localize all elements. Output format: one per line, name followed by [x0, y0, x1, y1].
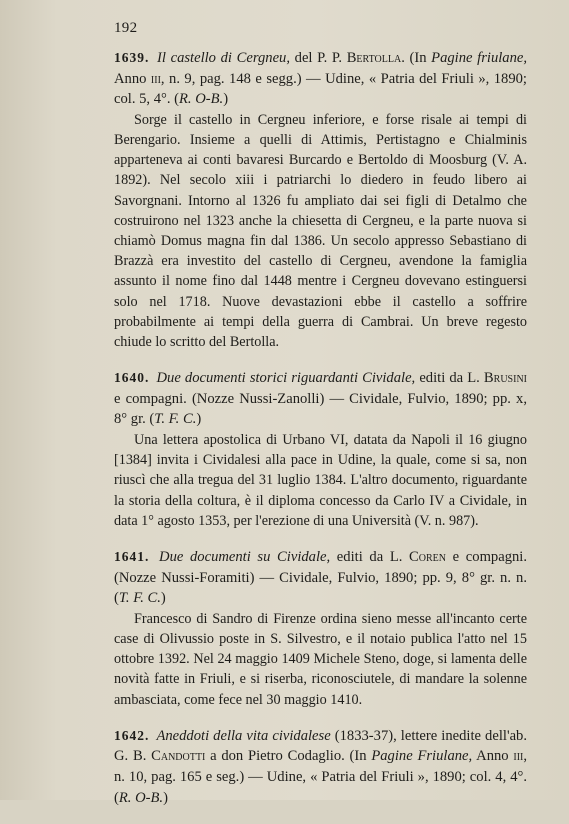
entry-title: Il castello di Cergneu, — [157, 50, 290, 66]
entry-ref-text: editi da L. — [415, 370, 484, 387]
entry-ref-text: . (In — [401, 50, 432, 66]
entry-number: 1642. — [114, 727, 150, 743]
entry-volume: iii — [513, 748, 524, 765]
entry-author: Bertolla — [346, 50, 402, 66]
entry-journal: Pagine Friulane, — [371, 748, 473, 765]
entry-ref-text: , n. 10, pag. 165 e seg.) — Udine, « Patria del Friuli », 1890; col. 4, 4°. ( — [114, 748, 528, 806]
entry-ref-text: ) — [196, 411, 202, 428]
entry-abstract: Una lettera apostolica di Urbano VI, datata da Napoli il 16 giugno [1384] invita i Cividalesi alla pace in Udine, la quale, come si sa, non riuscì che alla tregua del 31 luglio 1384. L'altro documento, riguardante la storia della coltura, è il diploma concesso da Carlo IV a Cividale, in data 1° agosto 1353, per l'erezione di una Università (V. n. 987). — [114, 432, 527, 529]
entry-ref-text: Anno — [472, 748, 514, 765]
entry-ref-text: , n. 9, pag. 148 e segg.) — Udine, « Patria del Friuli », 1890; col. 5, 4°. ( — [114, 70, 527, 108]
entry-title: Due documenti su Cividale, — [159, 549, 331, 566]
bibliography-entries — [114, 48, 527, 824]
entry-author: Brusini — [483, 370, 527, 387]
bibliography-entry — [114, 48, 527, 352]
entry-number: 1639. — [114, 50, 150, 65]
entry-ref-text: a don Pietro Codaglio. (In — [205, 748, 372, 765]
bibliography-entry — [114, 368, 527, 531]
entry-collection: T. F. C. — [118, 590, 161, 607]
entry-ref-text: ) — [223, 91, 229, 108]
entry-author: Coren — [409, 549, 447, 566]
entry-ref-text: ) — [163, 789, 168, 806]
entry-ref-text: del P. P. — [290, 50, 347, 66]
entry-abstract: Sorge il castello in Cergneu inferiore, e forse risale ai tempi di Berengario. Insieme a quelli di Attimis, Pertistagno e Chialminis apparteneva ai conti bavaresi Burcardo e Bertoldo di Moosburg (V. A. 1892). Nel secolo xiii i patriarchi lo diedero in feudo libero ai Savorgnani. Intorno al 1326 fu ampliato dai sei figli di Detalmo che costruirono nel 1323 anche la chiesetta di Cergneu, e la parte nuova si chiamò Domus magna fin dal 1386. Un secolo appresso Sebastiano di Brazzà era investito del castello di Cergneu, avendone la famiglia assunto il nome fino dal 1448 mentre i Cergneu dovevano estinguersi solo nel 1718. Nuove devastazioni ebbe il castello a soffrire probabilmente ai tempi della guerra di Cambrai. Un breve regesto chiude lo scritto del Bertolla. — [114, 111, 527, 351]
entry-author: Candotti — [151, 748, 206, 765]
entry-volume: iii — [150, 70, 161, 87]
entry-reference — [114, 547, 527, 609]
entry-reference — [114, 48, 527, 110]
entry-abstract: Francesco di Sandro di Firenze ordina sieno messe all'incanto certe case di Olivussio poste in S. Silvestro, e il notaio publica l'atto nel 15 ottobre 1392. Nel 24 maggio 1409 Michele Steno, doge, si lamenta delle novità fatte in Friuli, e si riserba, riconosciutele, di mandare la solenne ambasciata, come fece nel 30 maggio 1410. — [114, 610, 527, 708]
entry-ref-text: ) — [160, 590, 166, 607]
entry-ref-text: Anno — [114, 70, 151, 87]
entry-title: Due documenti storici riguardanti Cividale, — [156, 370, 416, 387]
entry-collection: R. O-B. — [179, 91, 224, 108]
entry-title: Aneddoti della vita cividalese — [156, 727, 331, 744]
entry-reference — [114, 726, 527, 808]
entry-collection: R. O-B. — [118, 789, 164, 806]
entry-journal: Pagine friulane, — [431, 50, 528, 66]
entry-ref-text: editi da L. — [330, 549, 410, 566]
entry-number: 1641. — [114, 549, 150, 565]
entry-number: 1640. — [114, 370, 150, 386]
page-number: 192 — [114, 20, 138, 36]
entry-reference — [114, 368, 527, 430]
entry-ref-text: e compagni. (Nozze Nussi-Zanolli) — Cividale, Fulvio, 1890; pp. x, 8° gr. ( — [114, 390, 527, 428]
entry-ref-text: e compagni. (Nozze Nussi-Foramiti) — Cividale, Fulvio, 1890; pp. 9, 8° gr. n. n. ( — [114, 549, 527, 607]
bibliography-entry — [114, 547, 527, 710]
entry-collection: T. F. C. — [154, 411, 197, 428]
bibliography-entry — [114, 726, 527, 808]
entry-ref-text: (1833-37), lettere inedite dell'ab. G. B. — [114, 727, 527, 765]
